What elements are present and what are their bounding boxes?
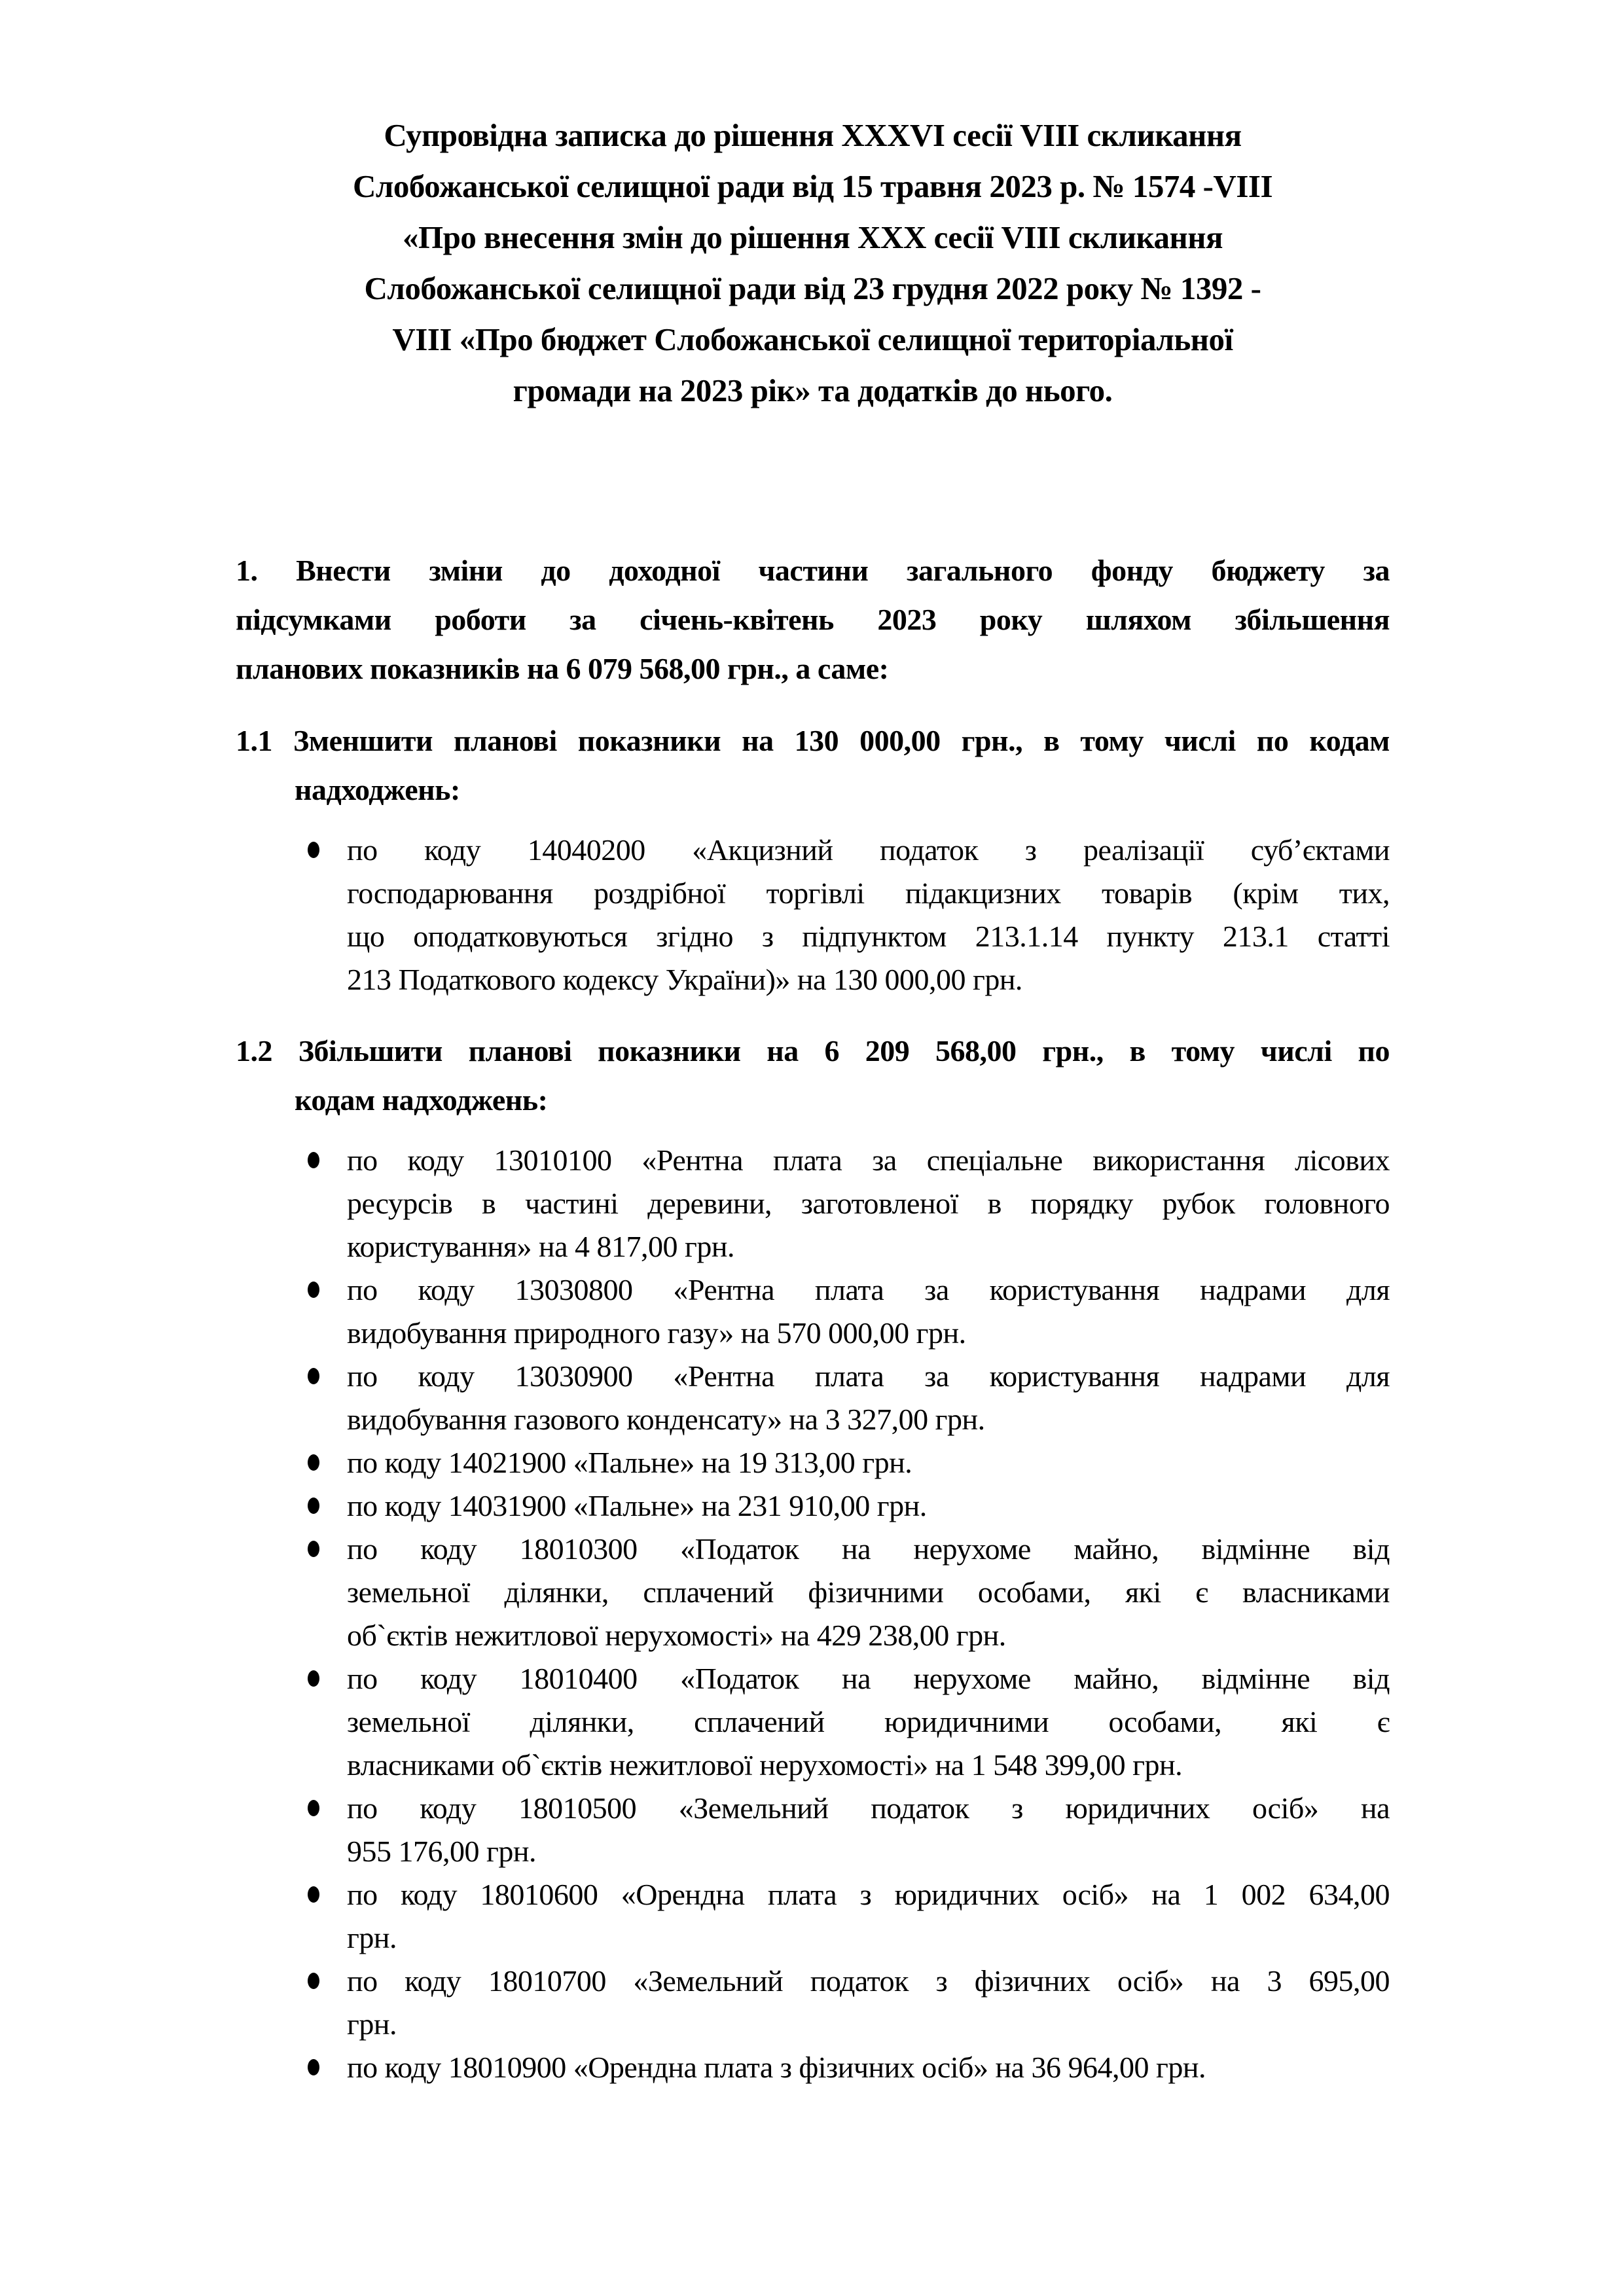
- bullet-icon: [308, 1454, 319, 1471]
- bullet-icon: [308, 1152, 319, 1168]
- list-item: [236, 1355, 1390, 1441]
- document-title: Супровідна записка до рішення XXXVI сесії VIII скликання Слобожанської селищної ради від 15 травня 2023 р. № 1574 -VIII «Про внесення змін до рішення XXX сесії VIII скликання Слобожанської селищної ради від 23 грудня 2022 року № 1392 - VIII «Про бюджет Слобожанської селищної територіальної громади на 2023 рік» та додатків до нього.: [352, 117, 1273, 408]
- bullet-icon: [308, 1800, 319, 1816]
- list-item: [236, 1528, 1390, 1657]
- bullet-icon: [308, 1282, 319, 1298]
- bullet-icon: [308, 1973, 319, 1989]
- list-item-text: по коду 18010600 «Орендна плата з юридичних осіб» на 1 002 634,00 грн.: [347, 1878, 1390, 1954]
- bullet-icon: [308, 1541, 319, 1557]
- list-item: [236, 1873, 1390, 1960]
- clause-1-1-heading: 1.1 Зменшити планові показники на 130 000,00 грн., в тому числі по кодам надходжень:: [236, 724, 1390, 806]
- list-item: [236, 1484, 1390, 1528]
- list-item-text: по коду 13010100 «Рентна плата за спеціальне використання лісових ресурсів в частині деревини, заготовленої в порядку рубок головного користування» на 4 817,00 грн.: [347, 1143, 1390, 1263]
- list-item-text: по коду 18010400 «Податок на нерухоме майно, відмінне від земельної ділянки, сплачений юридичними особами, які є власниками об`єктів нежитлової нерухомості» на 1 548 399,00 грн.: [347, 1662, 1390, 1782]
- bullet-icon: [308, 2059, 319, 2075]
- list-item-text: по коду 18010500 «Земельний податок з юридичних осіб» на 955 176,00 грн.: [347, 1791, 1390, 1868]
- list-item: [236, 1441, 1390, 1484]
- bullet-icon: [308, 842, 319, 858]
- list-item: [236, 1960, 1390, 2046]
- list-item-text: по коду 14031900 «Пальне» на 231 910,00 грн.: [347, 1489, 927, 1522]
- list-item-text: по коду 13030900 «Рентна плата за користування надрами для видобування газового конденсату» на 3 327,00 грн.: [347, 1359, 1390, 1436]
- list-item-text: по коду 18010700 «Земельний податок з фізичних осіб» на 3 695,00 грн.: [347, 1964, 1390, 2041]
- paragraph-1: 1. Внести зміни до доходної частини загального фонду бюджету за підсумками роботи за січень-квітень 2023 року шляхом збільшення планових показників на 6 079 568,00 грн., а саме:: [236, 554, 1390, 685]
- clause-1-1-list: [236, 829, 1390, 1001]
- list-item-text: по коду 14040200 «Акцизний податок з реалізації суб’єктами господарювання роздрібної торгівлі підакцизних товарів (крім тих, що оподатковуються згідно з підпунктом 213.1.14 пункту 213.1 статті 213 Податкового кодексу України)» на 130 000,00 грн.: [347, 833, 1390, 996]
- list-item: [236, 829, 1390, 1001]
- bullet-icon: [308, 1498, 319, 1514]
- clause-1-2-heading: 1.2 Збільшити планові показники на 6 209 568,00 грн., в тому числі по кодам надходжень:: [236, 1034, 1390, 1117]
- list-item-text: по коду 14021900 «Пальне» на 19 313,00 грн.: [347, 1446, 912, 1479]
- list-item: [236, 2046, 1390, 2089]
- clause-1-2-list: [236, 1139, 1390, 2089]
- bullet-icon: [308, 1368, 319, 1384]
- list-item: [236, 1657, 1390, 1787]
- bullet-icon: [308, 1670, 319, 1687]
- list-item-text: по коду 18010300 «Податок на нерухоме майно, відмінне від земельної ділянки, сплачений фізичними особами, які є власниками об`єктів нежитлової нерухомості» на 429 238,00 грн.: [347, 1532, 1390, 1652]
- bullet-icon: [308, 1886, 319, 1903]
- list-item-text: по коду 13030800 «Рентна плата за користування надрами для видобування природного газу» на 570 000,00 грн.: [347, 1273, 1390, 1350]
- list-item: [236, 1787, 1390, 1873]
- list-item: [236, 1268, 1390, 1355]
- list-item: [236, 1139, 1390, 1268]
- list-item-text: по коду 18010900 «Орендна плата з фізичних осіб» на 36 964,00 грн.: [347, 2051, 1206, 2084]
